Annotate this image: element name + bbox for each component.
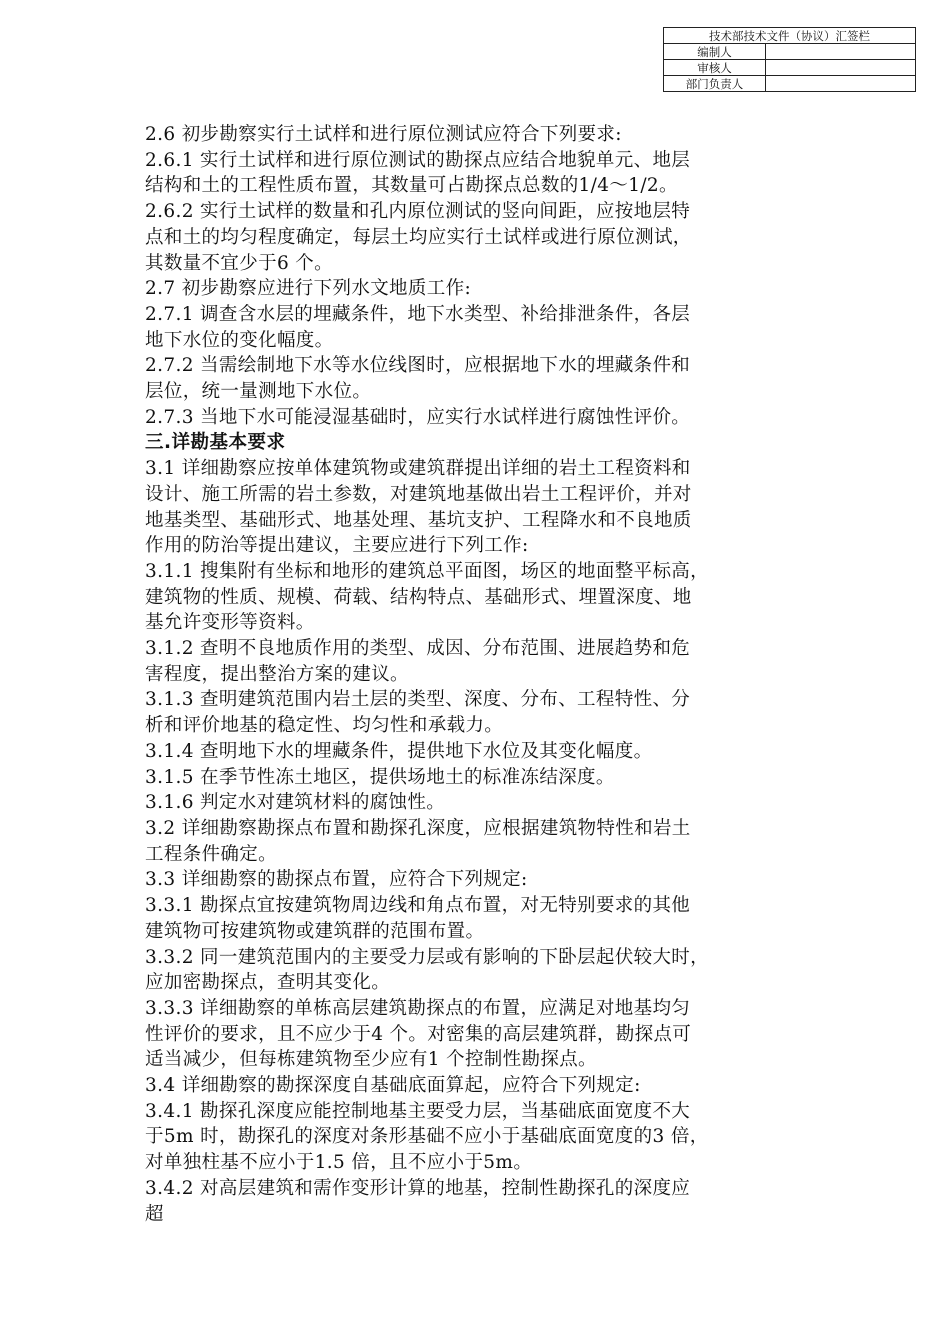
- body-line: 3.1.2 查明不良地质作用的类型、成因、分布范围、进展趋势和危: [145, 638, 691, 660]
- signoff-value-dept-head: [766, 76, 916, 92]
- body-line: 作用的防治等提出建议，主要应进行下列工作:: [145, 535, 529, 557]
- section-heading: 三.详勘基本要求: [145, 432, 286, 454]
- body-line: 适当减少，但每栋建筑物至少应有1 个控制性勘探点。: [145, 1049, 597, 1071]
- body-line: 地基类型、基础形式、地基处理、基坑支护、工程降水和不良地质: [145, 509, 692, 531]
- body-line: 3.1 详细勘察应按单体建筑物或建筑群提出详细的岩土工程资料和: [145, 458, 691, 480]
- body-line: 建筑物的性质、规模、荷载、结构特点、基础形式、埋置深度、地: [145, 586, 692, 608]
- signoff-row-editor: [664, 44, 916, 60]
- body-line: 基允许变形等资料。: [145, 612, 315, 634]
- body-line: 3.3.2 同一建筑范围内的主要受力层或有影响的下卧层起伏较大时，: [145, 946, 710, 968]
- body-line: 3.4.1 勘探孔深度应能控制地基主要受力层，当基础底面宽度不大: [145, 1100, 691, 1122]
- body-line: 3.4 详细勘察的勘探深度自基础底面算起，应符合下列规定:: [145, 1075, 641, 1097]
- body-line: 2.6.2 实行土试样的数量和孔内原位测试的竖向间距，应按地层特: [145, 201, 691, 223]
- body-line: 3.1.4 查明地下水的埋藏条件，提供地下水位及其变化幅度。: [145, 740, 653, 762]
- body-line: 3.3 详细勘察的勘探点布置，应符合下列规定:: [145, 869, 528, 891]
- body-line: 层位，统一量测地下水位。: [145, 381, 372, 403]
- body-line: 3.3.1 勘探点宜按建筑物周边线和角点布置，对无特别要求的其他: [145, 895, 691, 917]
- body-line: 3.1.6 判定水对建筑材料的腐蚀性。: [145, 792, 446, 814]
- body-line: 3.4.2 对高层建筑和需作变形计算的地基，控制性勘探孔的深度应: [145, 1177, 691, 1199]
- body-line: 3.2 详细勘察勘探点布置和勘探孔深度，应根据建筑物特性和岩土: [145, 817, 691, 839]
- body-line: 2.7 初步勘察应进行下列水文地质工作:: [145, 278, 472, 300]
- document-body: [145, 122, 810, 1227]
- body-line: 结构和土的工程性质布置，其数量可占勘探点总数的1/4～1/2。: [145, 175, 678, 197]
- body-line: 性评价的要求，且不应少于4 个。对密集的高层建筑群，勘探点可: [145, 1023, 692, 1045]
- body-line: 析和评价地基的稳定性、均匀性和承载力。: [145, 715, 504, 737]
- body-line: 于5m 时，勘探孔的深度对条形基础不应小于基础底面宽度的3 倍，: [145, 1126, 709, 1148]
- signoff-header-row: [664, 28, 916, 44]
- signoff-value-editor: [766, 44, 916, 60]
- signoff-row-reviewer: [664, 60, 916, 76]
- body-line: 2.6 初步勘察实行土试样和进行原位测试应符合下列要求:: [145, 124, 622, 145]
- body-line: 设计、施工所需的岩土参数，对建筑地基做出岩土工程评价，并对: [145, 483, 692, 505]
- signoff-label-dept-head: 部门负责人: [664, 76, 766, 92]
- signoff-title: 技术部技术文件（协议）汇签栏: [664, 28, 916, 44]
- signoff-row-dept-head: [664, 76, 916, 92]
- body-line: 2.7.3 当地下水可能浸湿基础时，应实行水试样进行腐蚀性评价。: [145, 406, 691, 428]
- signoff-table: [663, 27, 916, 92]
- body-line: 3.3.3 详细勘察的单栋高层建筑勘探点的布置，应满足对地基均匀: [145, 997, 691, 1019]
- body-line: 超: [145, 1203, 164, 1225]
- body-line: 害程度，提出整治方案的建议。: [145, 663, 409, 685]
- body-line: 2.7.1 调查含水层的埋藏条件，地下水类型、补给排泄条件，各层: [145, 303, 691, 325]
- body-line: 2.7.2 当需绘制地下水等水位线图时，应根据地下水的埋藏条件和: [145, 355, 691, 377]
- body-line: 建筑物可按建筑物或建筑群的范围布置。: [145, 920, 485, 942]
- signoff-label-reviewer: 审核人: [664, 60, 766, 76]
- body-line: 其数量不宜少于6 个。: [145, 252, 334, 274]
- body-line: 工程条件确定。: [145, 843, 277, 865]
- signoff-value-reviewer: [766, 60, 916, 76]
- body-line: 3.1.1 搜集附有坐标和地形的建筑总平面图，场区的地面整平标高，: [145, 560, 710, 582]
- body-line: 地下水位的变化幅度。: [145, 329, 334, 351]
- body-line: 2.6.1 实行土试样和进行原位测试的勘探点应结合地貌单元、地层: [145, 149, 691, 171]
- body-line: 3.1.3 查明建筑范围内岩土层的类型、深度、分布、工程特性、分: [145, 689, 691, 711]
- body-line: 3.1.5 在季节性冻土地区，提供场地土的标准冻结深度。: [145, 766, 615, 788]
- body-line: 点和土的均匀程度确定，每层土均应实行土试样或进行原位测试，: [145, 226, 692, 248]
- body-line: 对单独柱基不应小于1.5 倍，且不应小于5m。: [145, 1152, 533, 1174]
- body-line: 应加密勘探点，查明其变化。: [145, 972, 391, 994]
- signoff-label-editor: 编制人: [664, 44, 766, 60]
